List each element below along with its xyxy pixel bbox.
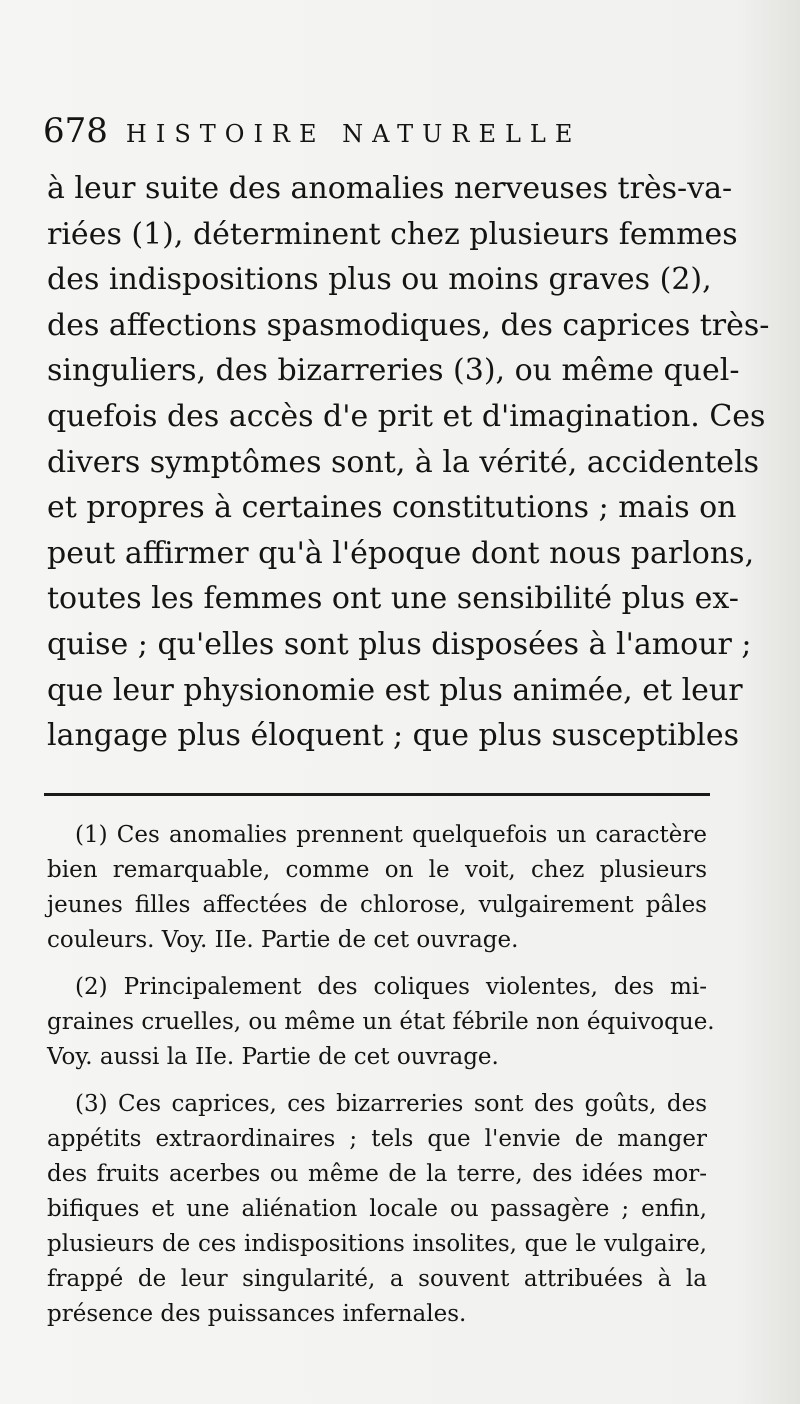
running-header: [43, 108, 581, 157]
footnote-line: des fruits acerbes ou même de la terre, des idées mor-: [47, 1161, 707, 1187]
footnote-line: (3) Ces caprices, ces bizarreries sont des goûts, des: [75, 1091, 707, 1117]
footnote-2: [47, 970, 715, 1075]
footnote-line: (2) Principalement des coliques violentes, des mi-: [75, 974, 707, 1000]
text-line: peut affirmer qu'à l'époque dont nous parlons,: [47, 535, 755, 571]
footnote-line: plusieurs de ces indispositions insolites, que le vulgaire,: [47, 1231, 707, 1257]
footnote-divider: [44, 793, 710, 796]
footnote-line: couleurs. Voy. IIe. Partie de cet ouvrage.: [47, 927, 519, 953]
text-line: à leur suite des anomalies nerveuses très-va-: [47, 171, 733, 206]
running-title: HISTOIRE NATURELLE: [125, 120, 582, 148]
footnote-3: [47, 1087, 707, 1332]
text-line: riées (1), déterminent chez plusieurs femmes: [47, 216, 738, 252]
footnote-line: bien remarquable, comme on le voit, chez plusieurs: [47, 857, 707, 883]
footnote-line: présence des puissances infernales.: [47, 1301, 467, 1327]
text-line: toutes les femmes ont une sensibilité plus ex-: [47, 581, 739, 617]
footnote-line: appétits extraordinaires ; tels que l'envie de manger: [47, 1126, 707, 1152]
footnote-line: jeunes filles affectées de chlorose, vulgairement pâles: [47, 892, 707, 918]
page-number: 678: [43, 111, 108, 151]
text-line: quise ; qu'elles sont plus disposées à l'amour ;: [47, 626, 752, 662]
footnote-line: (1) Ces anomalies prennent quelquefois un caractère: [75, 822, 707, 848]
text-line: des affections spasmodiques, des caprices très-: [47, 307, 770, 343]
main-text: [47, 166, 770, 759]
text-line: singuliers, des bizarreries (3), ou même quel-: [47, 353, 740, 389]
text-line: quefois des accès d'e prit et d'imagination. Ces: [47, 398, 766, 434]
footnotes: [47, 818, 715, 1344]
footnote-line: graines cruelles, ou même un état fébrile non équivoque.: [47, 1009, 715, 1035]
text-line: langage plus éloquent ; que plus susceptibles: [47, 718, 740, 754]
text-line: et propres à certaines constitutions ; mais on: [47, 490, 737, 526]
footnote-line: frappé de leur singularité, a souvent attribuées à la: [47, 1266, 707, 1292]
footnote-line: bifiques et une aliénation locale ou passagère ; enfin,: [47, 1196, 707, 1222]
text-line: divers symptômes sont, à la vérité, accidentels: [47, 444, 760, 480]
footnote-line: Voy. aussi la IIe. Partie de cet ouvrage.: [47, 1044, 499, 1070]
footnote-1: [47, 818, 707, 958]
text-line: des indispositions plus ou moins graves (2),: [47, 262, 712, 298]
text-line: que leur physionomie est plus animée, et leur: [47, 672, 743, 708]
